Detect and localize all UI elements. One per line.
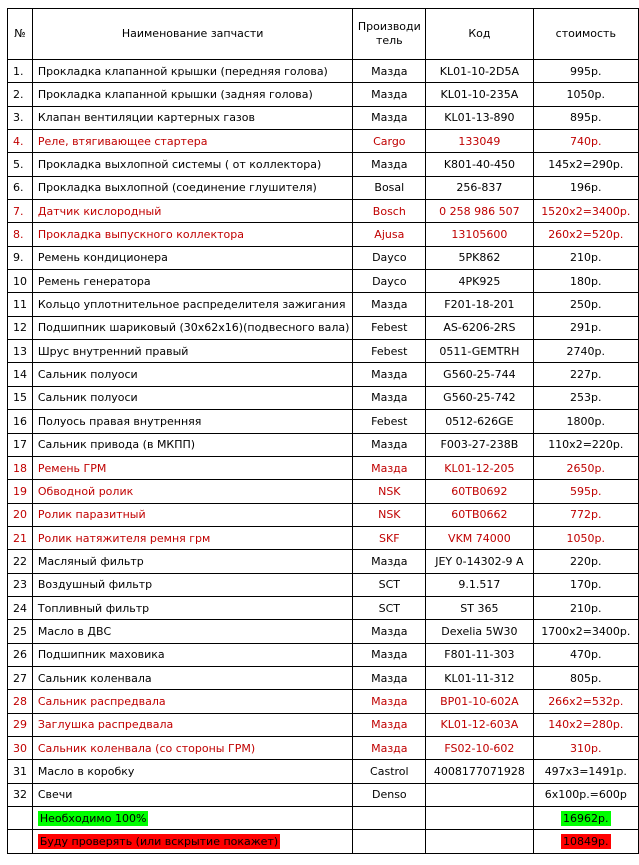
summary-check-row: [8, 830, 639, 853]
part-code: 13105600: [426, 223, 533, 246]
header-cost: стоимость: [533, 9, 638, 60]
part-name: Клапан вентиляции картерных газов: [32, 106, 353, 129]
header-num: №: [8, 9, 33, 60]
part-cost: 110x2=220р.: [533, 433, 638, 456]
part-code: 9.1.517: [426, 573, 533, 596]
part-cost: 210р.: [533, 596, 638, 619]
part-cost: 895р.: [533, 106, 638, 129]
part-name: Реле, втягивающее стартера: [32, 130, 353, 153]
part-name: Сальник распредвала: [32, 690, 353, 713]
part-cost: 497x3=1491р.: [533, 760, 638, 783]
part-code: F003-27-238B: [426, 433, 533, 456]
part-name: Прокладка выхлопной (соединение глушителя): [32, 176, 353, 199]
part-manufacturer: Castrol: [353, 760, 426, 783]
table-row: [8, 200, 639, 223]
row-num: 28: [8, 690, 33, 713]
part-name: Ремень ГРМ: [32, 456, 353, 479]
part-cost: 291р.: [533, 316, 638, 339]
parts-table: [7, 8, 639, 854]
part-manufacturer: Мазда: [353, 106, 426, 129]
table-row: [8, 83, 639, 106]
row-num: 16: [8, 410, 33, 433]
part-name: Сальник привода (в МКПП): [32, 433, 353, 456]
part-code: AS-6206-2RS: [426, 316, 533, 339]
table-row: [8, 433, 639, 456]
row-num: 17: [8, 433, 33, 456]
part-code: 256-837: [426, 176, 533, 199]
part-manufacturer: Мазда: [353, 363, 426, 386]
part-cost: 6x100р.=600р: [533, 783, 638, 806]
part-name: Свечи: [32, 783, 353, 806]
part-cost: 595р.: [533, 480, 638, 503]
part-code: KL01-10-235A: [426, 83, 533, 106]
header-code: Код: [426, 9, 533, 60]
header-manufacturer-line2: тель: [375, 34, 403, 47]
row-num: 29: [8, 713, 33, 736]
table-row: [8, 153, 639, 176]
part-manufacturer: Мазда: [353, 620, 426, 643]
summary-check-code: [426, 830, 533, 853]
part-cost: 260x2=520р.: [533, 223, 638, 246]
part-manufacturer: Мазда: [353, 643, 426, 666]
part-name: Сальник полуоси: [32, 363, 353, 386]
row-num: 32: [8, 783, 33, 806]
summary-required-total: 16962р.: [563, 811, 609, 825]
part-name: Ремень кондиционера: [32, 246, 353, 269]
summary-required-code: [426, 807, 533, 830]
header-row: [8, 9, 639, 60]
part-name: Полуось правая внутренняя: [32, 410, 353, 433]
table-row: [8, 666, 639, 689]
part-cost: 1700x2=3400р.: [533, 620, 638, 643]
part-manufacturer: Cargo: [353, 130, 426, 153]
summary-check-mfr: [353, 830, 426, 853]
part-code: JEY 0-14302-9 A: [426, 550, 533, 573]
part-name: Воздушный фильтр: [32, 573, 353, 596]
part-code: BP01-10-602A: [426, 690, 533, 713]
part-code: KL01-11-312: [426, 666, 533, 689]
part-manufacturer: Febest: [353, 316, 426, 339]
row-num: 9.: [8, 246, 33, 269]
part-manufacturer: Мазда: [353, 153, 426, 176]
table-row: [8, 480, 639, 503]
part-manufacturer: NSK: [353, 503, 426, 526]
part-code: 4008177071928: [426, 760, 533, 783]
part-name: Подшипник маховика: [32, 643, 353, 666]
row-num: 5.: [8, 153, 33, 176]
part-cost: 266x2=532р.: [533, 690, 638, 713]
part-code: 133049: [426, 130, 533, 153]
table-row: [8, 363, 639, 386]
part-name: Шрус внутренний правый: [32, 340, 353, 363]
part-code: G560-25-742: [426, 386, 533, 409]
part-manufacturer: SKF: [353, 526, 426, 549]
part-name: Прокладка клапанной крышки (передняя голова): [32, 60, 353, 83]
part-cost: 250р.: [533, 293, 638, 316]
part-manufacturer: Мазда: [353, 456, 426, 479]
row-num: 19: [8, 480, 33, 503]
table-row: [8, 293, 639, 316]
part-cost: 772р.: [533, 503, 638, 526]
part-cost: 995р.: [533, 60, 638, 83]
header-manufacturer: [353, 9, 426, 60]
part-cost: 1050р.: [533, 526, 638, 549]
part-cost: 210р.: [533, 246, 638, 269]
part-cost: 196р.: [533, 176, 638, 199]
row-num: 10: [8, 270, 33, 293]
table-row: [8, 503, 639, 526]
part-name: Сальник коленвала: [32, 666, 353, 689]
table-row: [8, 106, 639, 129]
part-cost: 740р.: [533, 130, 638, 153]
part-code: [426, 783, 533, 806]
part-cost: 310р.: [533, 736, 638, 759]
part-name: Сальник коленвала (со стороны ГРМ): [32, 736, 353, 759]
part-cost: 1520x2=3400р.: [533, 200, 638, 223]
part-code: 0511-GEMTRH: [426, 340, 533, 363]
header-name: Наименование запчасти: [32, 9, 353, 60]
part-code: ST 365: [426, 596, 533, 619]
row-num: 1.: [8, 60, 33, 83]
part-code: 0512-626GE: [426, 410, 533, 433]
table-row: [8, 690, 639, 713]
part-manufacturer: Dayco: [353, 246, 426, 269]
part-name: Масляный фильтр: [32, 550, 353, 573]
part-manufacturer: Мазда: [353, 666, 426, 689]
part-code: KL01-12-205: [426, 456, 533, 479]
row-num: 18: [8, 456, 33, 479]
table-row: [8, 270, 639, 293]
part-manufacturer: Мазда: [353, 60, 426, 83]
part-cost: 470р.: [533, 643, 638, 666]
part-manufacturer: SCT: [353, 573, 426, 596]
summary-required-total-cell: [533, 807, 638, 830]
part-name: Ролик натяжителя ремня грм: [32, 526, 353, 549]
row-num: 25: [8, 620, 33, 643]
part-code: G560-25-744: [426, 363, 533, 386]
part-manufacturer: Мазда: [353, 433, 426, 456]
summary-required-num: [8, 807, 33, 830]
part-manufacturer: Мазда: [353, 736, 426, 759]
part-manufacturer: Bosch: [353, 200, 426, 223]
summary-required-mfr: [353, 807, 426, 830]
table-row: [8, 550, 639, 573]
part-name: Подшипник шариковый (30x62x16)(подвесного вала): [32, 316, 353, 339]
part-manufacturer: Febest: [353, 340, 426, 363]
part-code: 4PK925: [426, 270, 533, 293]
part-manufacturer: Мазда: [353, 293, 426, 316]
summary-check-label-cell: [32, 830, 353, 853]
part-name: Масло в ДВС: [32, 620, 353, 643]
part-cost: 2650р.: [533, 456, 638, 479]
part-manufacturer: Febest: [353, 410, 426, 433]
row-num: 27: [8, 666, 33, 689]
part-cost: 145x2=290р.: [533, 153, 638, 176]
part-code: F801-11-303: [426, 643, 533, 666]
part-code: Dexelia 5W30: [426, 620, 533, 643]
summary-check-num: [8, 830, 33, 853]
row-num: 31: [8, 760, 33, 783]
summary-check-total: 10849р.: [563, 835, 609, 849]
row-num: 12: [8, 316, 33, 339]
row-num: 24: [8, 596, 33, 619]
part-manufacturer: Denso: [353, 783, 426, 806]
part-name: Топливный фильтр: [32, 596, 353, 619]
part-name: Сальник полуоси: [32, 386, 353, 409]
summary-check-label: Буду проверять (или вскрытие покажет): [39, 835, 279, 849]
part-manufacturer: SCT: [353, 596, 426, 619]
table-row: [8, 130, 639, 153]
part-cost: 170р.: [533, 573, 638, 596]
table-row: [8, 316, 639, 339]
part-cost: 180р.: [533, 270, 638, 293]
part-code: KL01-12-603A: [426, 713, 533, 736]
part-code: KL01-10-2D5A: [426, 60, 533, 83]
part-cost: 1800р.: [533, 410, 638, 433]
part-manufacturer: Мазда: [353, 83, 426, 106]
part-name: Масло в коробку: [32, 760, 353, 783]
part-name: Ремень генератора: [32, 270, 353, 293]
row-num: 4.: [8, 130, 33, 153]
row-num: 13: [8, 340, 33, 363]
header-manufacturer-line1: Производи: [357, 19, 421, 33]
part-cost: 1050р.: [533, 83, 638, 106]
table-row: [8, 596, 639, 619]
part-name: Обводной ролик: [32, 480, 353, 503]
row-num: 21: [8, 526, 33, 549]
part-cost: 140x2=280р.: [533, 713, 638, 736]
row-num: 8.: [8, 223, 33, 246]
row-num: 11: [8, 293, 33, 316]
part-manufacturer: NSK: [353, 480, 426, 503]
row-num: 20: [8, 503, 33, 526]
table-row: [8, 60, 639, 83]
row-num: 22: [8, 550, 33, 573]
row-num: 6.: [8, 176, 33, 199]
summary-required-label: Необходимо 100%: [39, 811, 147, 825]
part-name: Прокладка клапанной крышки (задняя голова): [32, 83, 353, 106]
table-row: [8, 643, 639, 666]
table-row: [8, 456, 639, 479]
table-row: [8, 526, 639, 549]
part-code: 60TB0662: [426, 503, 533, 526]
part-manufacturer: Dayco: [353, 270, 426, 293]
row-num: 3.: [8, 106, 33, 129]
row-num: 23: [8, 573, 33, 596]
part-name: Прокладка выхлопной системы ( от коллектора): [32, 153, 353, 176]
part-code: VKM 74000: [426, 526, 533, 549]
part-code: K801-40-450: [426, 153, 533, 176]
part-manufacturer: Мазда: [353, 550, 426, 573]
part-manufacturer: Ajusa: [353, 223, 426, 246]
table-row: [8, 386, 639, 409]
table-row: [8, 736, 639, 759]
table-row: [8, 573, 639, 596]
table-row: [8, 783, 639, 806]
summary-check-total-cell: [533, 830, 638, 853]
row-num: 30: [8, 736, 33, 759]
part-name: Кольцо уплотнительное распределителя зажигания: [32, 293, 353, 316]
part-cost: 805р.: [533, 666, 638, 689]
part-cost: 2740р.: [533, 340, 638, 363]
row-num: 15: [8, 386, 33, 409]
part-name: Ролик паразитный: [32, 503, 353, 526]
table-row: [8, 410, 639, 433]
parts-rows: [8, 60, 639, 807]
part-manufacturer: Мазда: [353, 713, 426, 736]
table-row: [8, 760, 639, 783]
part-code: KL01-13-890: [426, 106, 533, 129]
part-code: 60TB0692: [426, 480, 533, 503]
table-row: [8, 223, 639, 246]
part-name: Заглушка распредвала: [32, 713, 353, 736]
table-row: [8, 620, 639, 643]
row-num: 2.: [8, 83, 33, 106]
part-cost: 227р.: [533, 363, 638, 386]
part-cost: 253р.: [533, 386, 638, 409]
part-manufacturer: Мазда: [353, 386, 426, 409]
row-num: 7.: [8, 200, 33, 223]
summary-required-label-cell: [32, 807, 353, 830]
part-code: 0 258 986 507: [426, 200, 533, 223]
part-code: FS02-10-602: [426, 736, 533, 759]
table-row: [8, 176, 639, 199]
part-code: F201-18-201: [426, 293, 533, 316]
table-row: [8, 246, 639, 269]
table-row: [8, 713, 639, 736]
part-cost: 220р.: [533, 550, 638, 573]
part-manufacturer: Мазда: [353, 690, 426, 713]
table-row: [8, 340, 639, 363]
part-name: Датчик кислородный: [32, 200, 353, 223]
row-num: 14: [8, 363, 33, 386]
part-name: Прокладка выпускного коллектора: [32, 223, 353, 246]
summary-required-row: [8, 807, 639, 830]
part-manufacturer: Bosal: [353, 176, 426, 199]
row-num: 26: [8, 643, 33, 666]
part-code: 5PK862: [426, 246, 533, 269]
